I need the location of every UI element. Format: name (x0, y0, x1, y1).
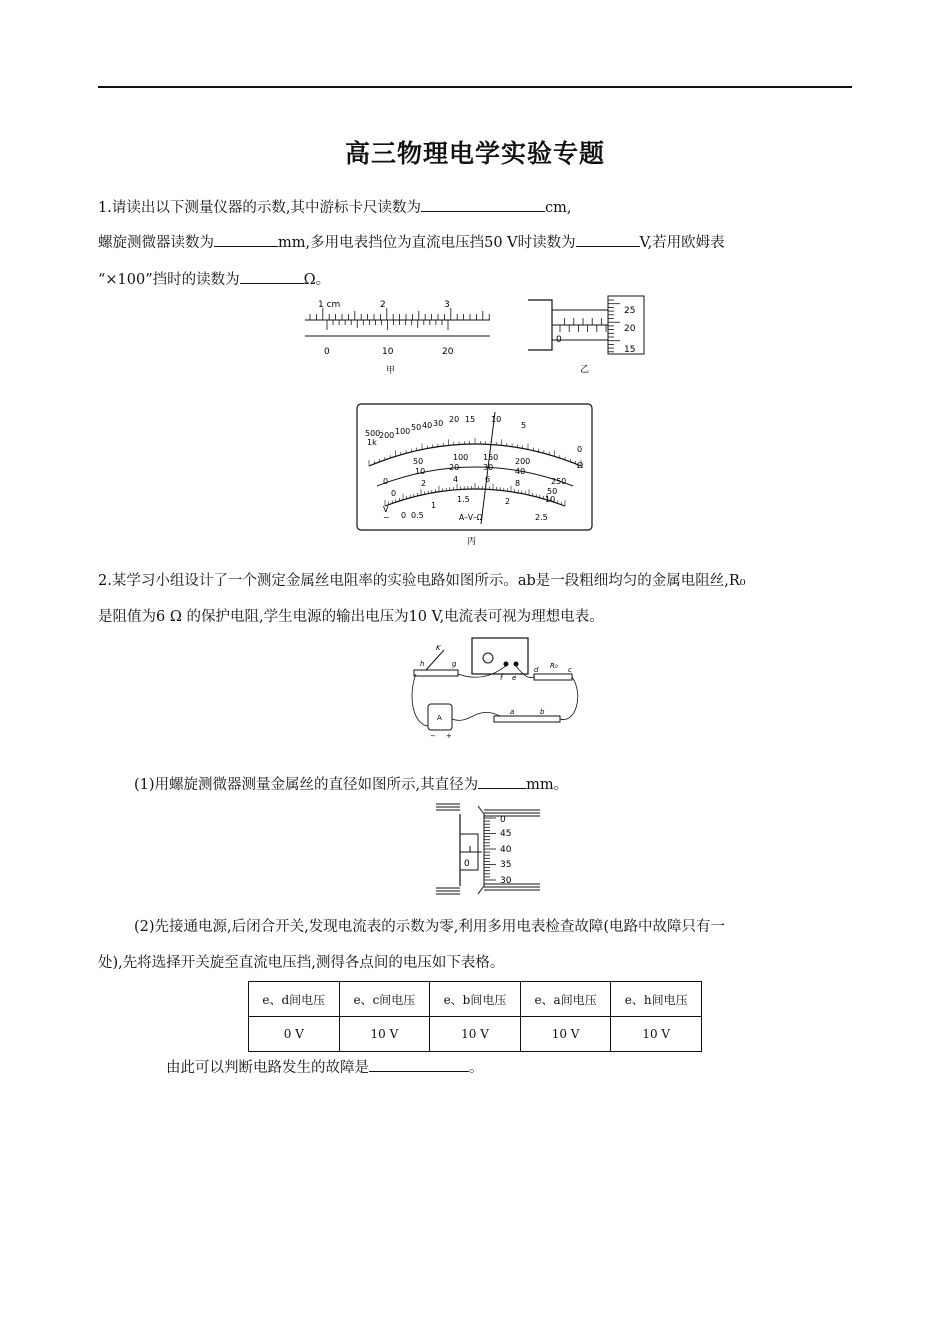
circuit-label-minus: − (430, 732, 436, 740)
ohm-100: 100 (395, 427, 411, 436)
table-value-cell: 10 V (520, 1017, 611, 1052)
power-supply-knob (483, 653, 493, 663)
v50-40: 40 (515, 467, 526, 476)
table-header-cell: e、b间电压 (430, 982, 521, 1017)
ohm-50: 50 (411, 423, 422, 432)
v250-100: 100 (453, 453, 469, 462)
v25-2.5: 2.5 (535, 513, 548, 522)
q2-conclusion-text-b: 。 (469, 1060, 484, 1076)
v10-6: 6 (485, 475, 491, 484)
mic1-caption: 乙 (580, 365, 590, 375)
v250-150: 150 (483, 453, 499, 462)
circuit-label-d: d (534, 666, 539, 674)
fault-blank[interactable] (369, 1057, 469, 1072)
table-value-cell: 10 V (611, 1017, 702, 1052)
ohm-5: 5 (521, 421, 527, 430)
avo-label: A–V–Ω (459, 513, 483, 522)
q1-text-b: 螺旋测微器读数为 (98, 235, 214, 251)
circuit-label-A: A (437, 714, 442, 722)
ohm-1k: 1k (367, 438, 377, 447)
circuit-label-R0: R₀ (550, 662, 558, 670)
q1-unit-cm: cm, (544, 200, 572, 216)
caliper-reading-blank[interactable] (421, 197, 545, 212)
table-header-row (249, 982, 702, 1017)
v25-0: 0 (401, 511, 407, 520)
ohm-15: 15 (465, 415, 476, 424)
diameter-blank[interactable] (478, 774, 526, 789)
table-header-cell: e、a间电压 (520, 982, 611, 1017)
table-header-cell: e、h间电压 (611, 982, 702, 1017)
ac-tilde-label: ~ (383, 513, 390, 522)
q1-line1 (98, 196, 571, 217)
q2-line1: 2.某学习小组设计了一个测定金属丝电阻率的实验电路如图所示。ab是一段粗细均匀的金属电阻丝,R₀ (98, 573, 746, 589)
ohm-reading-blank[interactable] (240, 269, 304, 284)
table-header-cell: e、d间电压 (249, 982, 340, 1017)
q1-text-a: 1.请读出以下测量仪器的示数,其中游标卡尺读数为 (98, 200, 421, 216)
q1-text-e: “×100”挡时的读数为 (98, 272, 240, 288)
q2-sub1-text-a: (1)用螺旋测微器测量金属丝的直径如图所示,其直径为 (134, 777, 479, 793)
circuit-label-K: K (436, 644, 441, 652)
caliper-vernier-label-10: 10 (382, 347, 394, 357)
v50-20: 20 (449, 463, 460, 472)
q2-line2: 是阻值为6 Ω 的保护电阻,学生电源的输出电压为10 V,电流表可视为理想电表。 (98, 609, 604, 625)
v250-50: 50 (413, 457, 424, 466)
circuit-figure (406, 634, 586, 744)
v50-50: 50 (547, 487, 558, 496)
page-title: 高三物理电学实验专题 (344, 139, 605, 168)
micrometer-figure-2 (432, 800, 542, 902)
q2-sub2-line2: 处),先将选择开关旋至直流电压挡,测得各点间的电压如下表格。 (98, 955, 505, 971)
ohm-30: 30 (433, 419, 444, 428)
v10-10: 10 (545, 495, 556, 504)
mic2-sleeve-label: 0 (464, 859, 470, 869)
caliper-caption: 甲 (386, 366, 396, 376)
v50-30: 30 (483, 463, 494, 472)
ohm-500: 500 (365, 429, 381, 438)
circuit-label-a: a (510, 708, 515, 716)
micrometer-figure-1 (524, 292, 654, 378)
v25-1: 1 (431, 501, 437, 510)
caliper-vernier-label-20: 20 (442, 347, 454, 357)
mic1-sleeve-label: 0 (556, 335, 562, 345)
caliper-vernier-label-0: 0 (324, 347, 330, 357)
mic2-thimble-35: 35 (500, 860, 512, 870)
v25-1.5: 1.5 (457, 495, 470, 504)
v250-200: 200 (515, 457, 531, 466)
q1-line3 (98, 268, 330, 289)
v50-0: 0 (383, 477, 389, 486)
voltage-reading-blank[interactable] (576, 232, 640, 247)
q1-text-c: mm,多用电表挡位为直流电压挡50 V时读数为 (278, 235, 576, 251)
table-row (249, 1017, 702, 1052)
ohm-20: 20 (449, 415, 460, 424)
header-rule (98, 86, 852, 88)
circuit-label-b: b (540, 708, 545, 716)
mic2-thimble-40: 40 (500, 845, 512, 855)
q2-conclusion (166, 1056, 484, 1077)
v10-2: 2 (421, 479, 427, 488)
caliper-main-label-1: 1 cm (318, 300, 341, 310)
ohm-10: 10 (491, 415, 502, 424)
table-value-cell: 10 V (430, 1017, 521, 1052)
table-value-cell: 0 V (249, 1017, 340, 1052)
mic2-thimble-0: 0 (500, 815, 506, 825)
q2-conclusion-text-a: 由此可以判断电路发生的故障是 (166, 1060, 369, 1076)
vernier-caliper-figure (300, 296, 495, 378)
q2-sub2-line1: (2)先接通电源,后闭合开关,发现电流表的示数为零,利用多用电表检查故障(电路中故障只有一 (134, 919, 726, 935)
ohm-symbol: Ω (577, 461, 584, 470)
table-header-cell: e、c间电压 (339, 982, 430, 1017)
multimeter-caption: 丙 (467, 537, 477, 547)
v25-0.5: 0.5 (411, 511, 424, 520)
micrometer-reading-blank[interactable] (214, 232, 278, 247)
v250-250: 250 (551, 477, 567, 486)
circuit-label-h: h (420, 660, 425, 668)
q1-text-f: Ω。 (303, 272, 331, 288)
caliper-main-label-3: 3 (444, 300, 450, 310)
q1-line2 (98, 231, 725, 252)
mic1-thimble-25: 25 (624, 306, 636, 316)
v50-10: 10 (415, 467, 426, 476)
circuit-label-g: g (452, 660, 457, 668)
voltage-table (248, 981, 702, 1052)
caliper-main-label-2: 2 (380, 300, 386, 310)
circuit-label-c: c (568, 666, 572, 674)
mic2-thimble-45: 45 (500, 829, 512, 839)
table-value-cell: 10 V (339, 1017, 430, 1052)
ohm-0: 0 (577, 445, 583, 454)
v10-8: 8 (515, 479, 521, 488)
circuit-label-f: f (500, 674, 503, 682)
circuit-label-plus: + (446, 732, 452, 740)
v10-4: 4 (453, 475, 459, 484)
multimeter-dial-figure (355, 402, 595, 548)
circuit-label-e: e (512, 674, 517, 682)
mic1-thimble-15: 15 (624, 345, 636, 355)
ohm-200: 200 (379, 431, 395, 440)
mic2-thimble-30: 30 (500, 876, 512, 886)
q2-sub1-text-b: mm。 (526, 777, 569, 793)
ohm-40: 40 (422, 421, 433, 430)
power-terminal-pos (514, 662, 519, 667)
q2-sub1 (134, 773, 568, 794)
mic1-thimble-20: 20 (624, 324, 636, 334)
v10-0: 0 (391, 489, 397, 498)
ac-v-label: V (383, 505, 389, 514)
v25-2: 2 (505, 497, 511, 506)
q1-text-d: V,若用欧姆表 (639, 235, 725, 251)
power-terminal-neg (504, 662, 509, 667)
